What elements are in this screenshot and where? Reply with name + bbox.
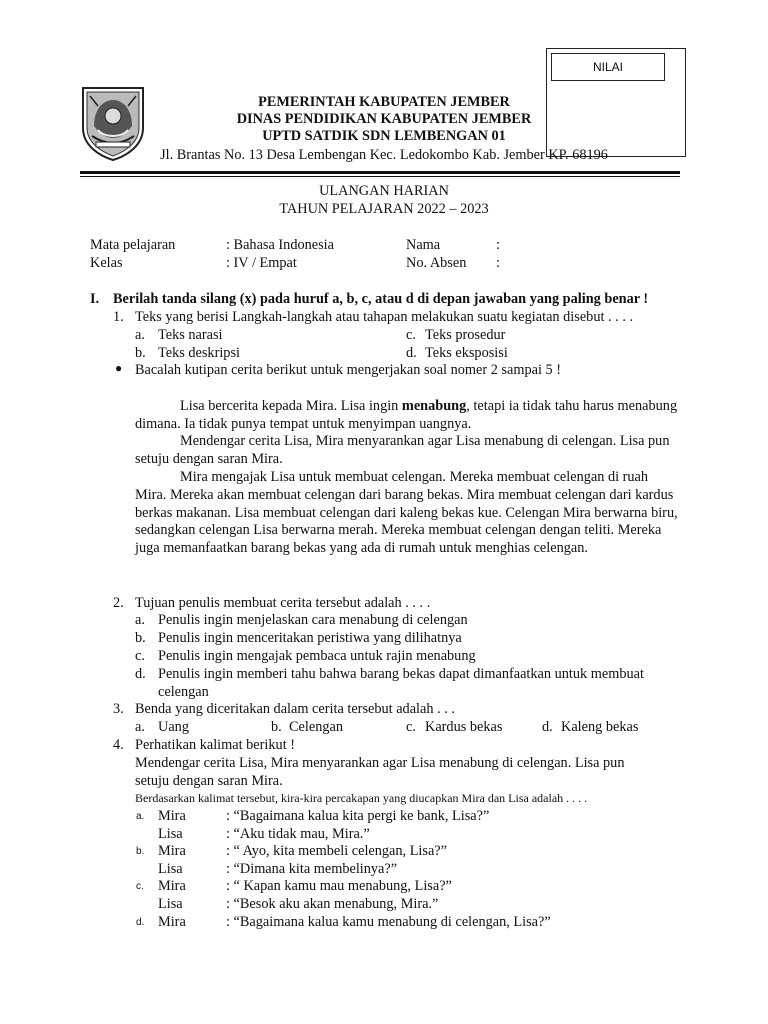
q4-text: Perhatikan kalimat berikut ! (135, 737, 295, 753)
q3-option-d-letter: d. (542, 719, 553, 735)
q4-option-b-speaker-lisa: Lisa (158, 861, 183, 877)
q4-option-a-lisa-line: : “Aku tidak mau, Mira.” (226, 826, 370, 842)
q1-text: Teks yang berisi Langkah-langkah atau tahapan melakukan suatu kegiatan disebut . . . . (135, 309, 634, 325)
q3-text: Benda yang diceritakan dalam cerita tersebut adalah . . . (135, 701, 455, 717)
q2-option-d-line1: Penulis ingin memberi tahu bahwa barang bekas dapat dimanfaatkan untuk membuat (158, 666, 644, 682)
q2-option-c: Penulis ingin mengajak pembaca untuk rajin menabung (158, 648, 476, 664)
q4-option-b-lisa-line: : “Dimana kita membelinya?” (226, 861, 398, 877)
q2-option-d-letter: d. (135, 666, 146, 682)
section-instruction: Berilah tanda silang (x) pada huruf a, b, c, atau d di depan jawaban yang paling benar ! (113, 291, 649, 307)
q1-option-d: Teks eksposisi (425, 345, 508, 361)
q4-option-b-letter: b. (136, 846, 145, 857)
q2-option-d-line2: celengan (158, 684, 209, 700)
q4-quote-line1: Mendengar cerita Lisa, Mira menyarankan agar Lisa menabung di celengan. Lisa pun (135, 755, 625, 771)
absen-field: : (496, 255, 500, 271)
reading-instruction: Bacalah kutipan cerita berikut untuk mengerjakan soal nomer 2 sampai 5 ! (135, 362, 561, 378)
q4-option-c-speaker-lisa: Lisa (158, 896, 183, 912)
q1-option-c-letter: c. (406, 327, 416, 343)
score-label: NILAI (551, 53, 665, 81)
class-value: : IV / Empat (226, 255, 297, 271)
letterhead-rule (80, 171, 680, 174)
q1-option-b-letter: b. (135, 345, 146, 361)
q4-option-b-mira-line: : “ Ayo, kita membeli celengan, Lisa?” (226, 843, 448, 859)
q4-option-d-mira-line: : “Bagaimana kalua kamu menabung di celengan, Lisa?” (226, 914, 551, 930)
q3-option-a: Uang (158, 719, 189, 735)
name-label: Nama (406, 237, 441, 253)
exam-title: ULANGAN HARIAN (319, 183, 449, 199)
q2-option-c-letter: c. (135, 648, 145, 664)
name-field: : (496, 237, 500, 253)
q4-option-c-mira-line: : “ Kapan kamu mau menabung, Lisa?” (226, 878, 452, 894)
q3-option-c-letter: c. (406, 719, 416, 735)
story-paragraph-3: Mira mengajak Lisa untuk membuat celengan. Mereka membuat celengan di ruah Mira. Mereka akan membuat celengan dari barang bekas. Mira membuat celengan dari kardus berkas makanan. Lisa membuat celengan dari kaleng bekas kue. Celengan Mira berwarna biru, sedangkan celengan Lisa berwarna merah. Mereka membuat celengan dengan teliti. Mereka juga memanfaatkan barang bekas yang ada di rumah untuk menghias celengan. (135, 469, 678, 557)
q3-option-b: Celengan (289, 719, 343, 735)
subject-value: : Bahasa Indonesia (226, 237, 334, 253)
q4-option-a-speaker-lisa: Lisa (158, 826, 183, 842)
letterhead-school: UPTD SATDIK SDN LEMBENGAN 01 (262, 128, 506, 144)
q3-option-b-letter: b. (271, 719, 282, 735)
q2-option-a-letter: a. (135, 612, 145, 628)
section-number: I. (90, 291, 100, 307)
q1-option-a: Teks narasi (158, 327, 223, 343)
class-label: Kelas (90, 255, 123, 271)
story-paragraph-2: Mendengar cerita Lisa, Mira menyarankan agar Lisa menabung di celengan. Lisa pun setuju dengan saran Mira. (135, 433, 670, 467)
q2-text: Tujuan penulis membuat cerita tersebut adalah . . . . (135, 595, 431, 611)
q4-option-c-letter: c. (136, 881, 144, 892)
q4-option-c-speaker-mira: Mira (158, 878, 186, 894)
q4-option-d-letter: d. (136, 917, 145, 928)
q1-option-d-letter: d. (406, 345, 417, 361)
q1-number: 1. (113, 309, 124, 325)
letterhead-gov: PEMERINTAH KABUPATEN JEMBER (258, 94, 510, 110)
q4-option-a-letter: a. (136, 811, 145, 822)
q4-question: Berdasarkan kalimat tersebut, kira-kira percakapan yang diucapkan Mira dan Lisa adalah . . . . (135, 791, 588, 805)
q2-option-a: Penulis ingin menjelaskan cara menabung di celengan (158, 612, 468, 628)
q1-option-b: Teks deskripsi (158, 345, 240, 361)
bullet-icon: ● (115, 361, 123, 375)
q3-number: 3. (113, 701, 124, 717)
story-paragraph-1: Lisa bercerita kepada Mira. Lisa ingin menabung, tetapi ia tidak tahu harus menabung dimana. Ia tidak punya tempat untuk menyimpan uangnya. (135, 398, 678, 432)
q1-option-a-letter: a. (135, 327, 145, 343)
q2-option-b-letter: b. (135, 630, 146, 646)
q4-option-b-speaker-mira: Mira (158, 843, 186, 859)
q4-option-c-lisa-line: : “Besok aku akan menabung, Mira.” (226, 896, 439, 912)
q1-option-c: Teks prosedur (425, 327, 506, 343)
q4-option-a-mira-line: : “Bagaimana kalua kita pergi ke bank, Lisa?” (226, 808, 490, 824)
q4-number: 4. (113, 737, 124, 753)
q3-option-a-letter: a. (135, 719, 145, 735)
letterhead-address: Jl. Brantas No. 13 Desa Lembengan Kec. Ledokombo Kab. Jember KP. 68196 (160, 147, 608, 163)
q4-option-d-speaker-mira: Mira (158, 914, 186, 930)
q4-option-a-speaker-mira: Mira (158, 808, 186, 824)
subject-label: Mata pelajaran (90, 237, 176, 253)
q2-number: 2. (113, 595, 124, 611)
q3-option-c: Kardus bekas (425, 719, 503, 735)
jember-emblem-logo (80, 86, 146, 162)
absen-label: No. Absen (406, 255, 467, 271)
q3-option-d: Kaleng bekas (561, 719, 639, 735)
letterhead-dept: DINAS PENDIDIKAN KABUPATEN JEMBER (236, 111, 532, 127)
letterhead-rule-thin (80, 176, 680, 177)
q2-option-b: Penulis ingin menceritakan peristiwa yang dilihatnya (158, 630, 462, 646)
q4-quote-line2: setuju dengan saran Mira. (135, 773, 283, 789)
exam-year: TAHUN PELAJARAN 2022 – 2023 (279, 201, 489, 217)
